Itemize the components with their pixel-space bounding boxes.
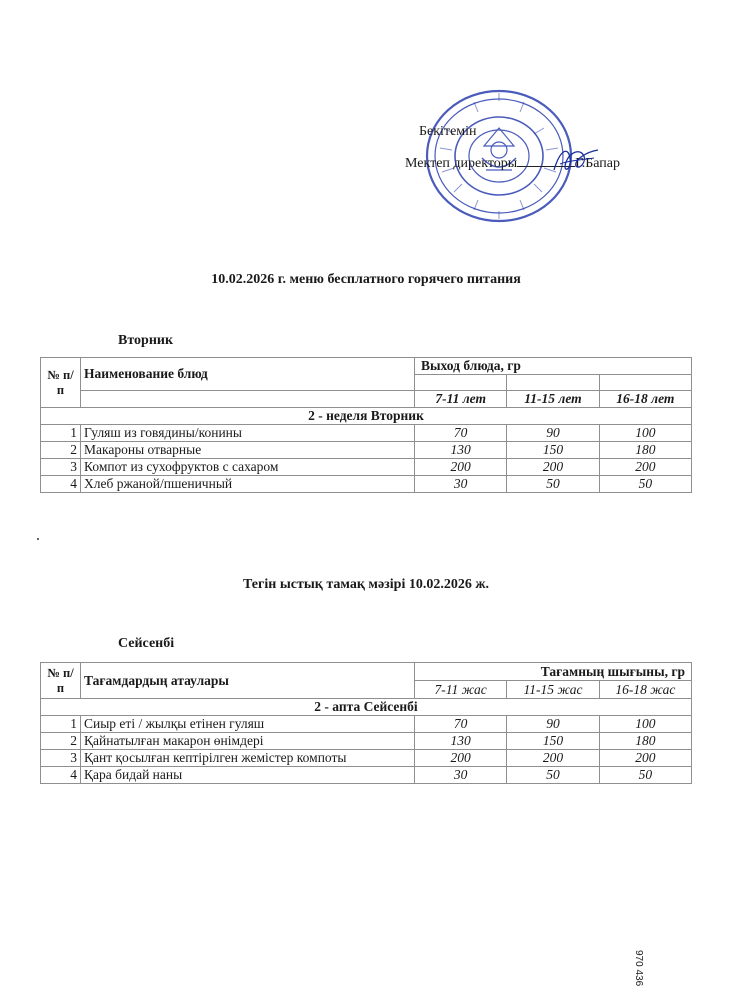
header-age: 16-18 лет bbox=[599, 391, 691, 408]
director-position: Мектеп директоры bbox=[405, 156, 518, 171]
menu-kz-day: Сейсенбі bbox=[118, 636, 175, 651]
dish-name: Қант қосылған кептірілген жемістер компоты bbox=[81, 750, 415, 767]
portion-value: 130 bbox=[415, 442, 507, 459]
portion-value: 200 bbox=[599, 750, 691, 767]
scan-speck bbox=[37, 538, 39, 540]
header-age: 11-15 лет bbox=[507, 391, 599, 408]
portion-value: 50 bbox=[507, 476, 599, 493]
portion-value: 200 bbox=[507, 459, 599, 476]
portion-value: 90 bbox=[507, 425, 599, 442]
menu-ru-day: Вторник bbox=[118, 333, 174, 348]
row-num: 4 bbox=[41, 767, 81, 784]
dish-name: Қайнатылған макарон өнімдері bbox=[81, 733, 415, 750]
portion-value: 50 bbox=[599, 476, 691, 493]
dish-name: Гуляш из говядины/конины bbox=[81, 425, 415, 442]
row-num: 1 bbox=[41, 716, 81, 733]
portion-value: 150 bbox=[507, 733, 599, 750]
portion-value: 200 bbox=[415, 459, 507, 476]
director-name: Г.Бапар bbox=[575, 156, 621, 171]
approval-word: Бекітемін bbox=[419, 124, 477, 139]
handwritten-signature bbox=[546, 140, 606, 180]
header-empty-cell bbox=[415, 375, 507, 391]
header-empty-cell bbox=[507, 375, 599, 391]
portion-value: 180 bbox=[599, 442, 691, 459]
portion-value: 70 bbox=[415, 425, 507, 442]
table-row bbox=[41, 425, 692, 442]
menu-kz-title: Тегін ыстық тамақ мәзірі 10.02.2026 ж. bbox=[243, 577, 489, 592]
margin-code: 970 436 bbox=[633, 950, 644, 987]
portion-value: 100 bbox=[599, 425, 691, 442]
menu-ru-table bbox=[40, 357, 692, 493]
header-num: № п/п bbox=[41, 663, 81, 699]
header-empty-cell bbox=[599, 375, 691, 391]
table-row bbox=[41, 750, 692, 767]
header-output: Выход блюда, гр bbox=[415, 358, 692, 375]
portion-value: 100 bbox=[599, 716, 691, 733]
dish-name: Компот из сухофруктов с сахаром bbox=[81, 459, 415, 476]
row-num: 2 bbox=[41, 733, 81, 750]
row-num: 1 bbox=[41, 425, 81, 442]
table-row bbox=[41, 716, 692, 733]
header-name: Наименование блюд bbox=[81, 358, 415, 391]
portion-value: 200 bbox=[507, 750, 599, 767]
header-output: Тағамның шығыны, гр bbox=[415, 663, 692, 681]
week-label: 2 - апта Сейсенбі bbox=[41, 699, 692, 716]
portion-value: 200 bbox=[599, 459, 691, 476]
header-age: 7-11 лет bbox=[415, 391, 507, 408]
portion-value: 130 bbox=[415, 733, 507, 750]
header-age: 7-11 жас bbox=[415, 681, 507, 699]
row-num: 2 bbox=[41, 442, 81, 459]
header-empty-cell bbox=[81, 391, 415, 408]
header-age: 16-18 жас bbox=[599, 681, 691, 699]
table-row bbox=[41, 442, 692, 459]
table-row bbox=[41, 459, 692, 476]
portion-value: 180 bbox=[599, 733, 691, 750]
menu-ru-title: 10.02.2026 г. меню бесплатного горячего питания bbox=[211, 272, 521, 287]
dish-name: Қара бидай наны bbox=[81, 767, 415, 784]
dish-name: Макароны отварные bbox=[81, 442, 415, 459]
portion-value: 70 bbox=[415, 716, 507, 733]
portion-value: 30 bbox=[415, 767, 507, 784]
portion-value: 200 bbox=[415, 750, 507, 767]
dish-name: Сиыр еті / жылқы етінен гуляш bbox=[81, 716, 415, 733]
week-label: 2 - неделя Вторник bbox=[41, 408, 692, 425]
table-row bbox=[41, 476, 692, 493]
header-age: 11-15 жас bbox=[507, 681, 599, 699]
portion-value: 90 bbox=[507, 716, 599, 733]
header-num: № п/п bbox=[41, 358, 81, 408]
row-num: 3 bbox=[41, 459, 81, 476]
table-row bbox=[41, 733, 692, 750]
approval-block bbox=[405, 118, 685, 188]
header-name: Тағамдардың атаулары bbox=[81, 663, 415, 699]
dish-name: Хлеб ржаной/пшеничный bbox=[81, 476, 415, 493]
portion-value: 30 bbox=[415, 476, 507, 493]
row-num: 3 bbox=[41, 750, 81, 767]
portion-value: 150 bbox=[507, 442, 599, 459]
table-row bbox=[41, 767, 692, 784]
portion-value: 50 bbox=[507, 767, 599, 784]
portion-value: 50 bbox=[599, 767, 691, 784]
row-num: 4 bbox=[41, 476, 81, 493]
menu-kz-table bbox=[40, 662, 692, 784]
